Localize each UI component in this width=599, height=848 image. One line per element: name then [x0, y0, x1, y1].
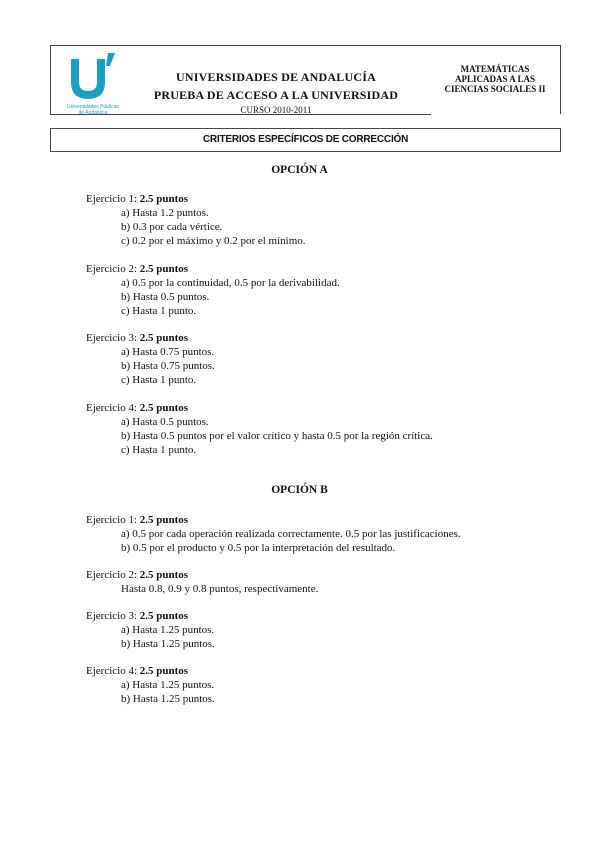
criterion-item: c) Hasta 1 punto. [121, 444, 197, 456]
criterion-item: a) 0.5 por la continuidad, 0.5 por la derivabilidad. [121, 277, 340, 289]
exercise-heading [86, 401, 433, 415]
criterion-item: b) 0.3 por cada vértice. [121, 221, 223, 233]
exercise-heading [86, 262, 340, 276]
subject-line1: MATEMÁTICAS [460, 64, 530, 74]
header-subject [429, 64, 561, 94]
exercise-points: 2.5 puntos [139, 263, 189, 275]
logo-caption-line2: de Andalucía [78, 110, 108, 116]
exercise-block [86, 609, 215, 651]
exercise-label: Ejercicio 3: [86, 610, 140, 622]
universidades-publicas-logo [57, 52, 119, 116]
header-course: CURSO 2010-2011 [240, 105, 312, 115]
exercise-points: 2.5 puntos [139, 569, 189, 581]
exercise-label: Ejercicio 1: [86, 193, 140, 205]
exercise-label: Ejercicio 4: [86, 402, 140, 414]
header-subtitle: PRUEBA DE ACCESO A LA UNIVERSIDAD [153, 88, 399, 102]
exercise-block [86, 568, 318, 596]
exercise-heading [86, 568, 318, 582]
criterion-item: c) 0.2 por el máximo y 0.2 por el mínimo. [121, 235, 306, 247]
option-a-title: OPCIÓN A [271, 164, 328, 176]
exercise-points: 2.5 puntos [139, 610, 189, 622]
exercise-heading [86, 513, 461, 527]
header-divider [431, 114, 561, 115]
exercise-label: Ejercicio 3: [86, 332, 140, 344]
criterion-item: a) Hasta 1.2 puntos. [121, 207, 209, 219]
exercise-points: 2.5 puntos [139, 332, 189, 344]
logo-caption [60, 104, 126, 116]
exercise-block [86, 192, 306, 248]
criterion-item: a) Hasta 1.25 puntos. [121, 624, 215, 636]
criterion-item: Hasta 0.8, 0.9 y 0.8 puntos, respectivamente. [121, 583, 319, 595]
exam-header [50, 45, 561, 115]
criterion-item: b) Hasta 0.75 puntos. [121, 360, 215, 372]
exercise-points: 2.5 puntos [139, 193, 189, 205]
exercise-block [86, 664, 215, 706]
exercise-points: 2.5 puntos [139, 514, 189, 526]
criterion-item: a) Hasta 0.5 puntos. [121, 416, 209, 428]
criterion-item: c) Hasta 1 punto. [121, 305, 197, 317]
subject-line3: CIENCIAS SOCIALES II [444, 84, 546, 94]
criterion-item: b) Hasta 0.5 puntos. [121, 291, 210, 303]
criterion-item: a) Hasta 1.25 puntos. [121, 679, 215, 691]
exercise-heading [86, 609, 215, 623]
u-logo-icon [57, 52, 119, 102]
exercise-points: 2.5 puntos [139, 665, 189, 677]
criterion-item: b) Hasta 0.5 puntos por el valor crítico y hasta 0.5 por la región crítica. [121, 430, 433, 442]
exercise-heading [86, 192, 306, 206]
exercise-block [86, 262, 340, 318]
exercise-label: Ejercicio 4: [86, 665, 140, 677]
criterion-item: c) Hasta 1 punto. [121, 374, 197, 386]
option-b-title: OPCIÓN B [271, 484, 328, 496]
criterion-item: b) Hasta 1.25 puntos. [121, 693, 215, 705]
criterion-item: b) Hasta 1.25 puntos. [121, 638, 215, 650]
logo-caption-line1: Universidades Públicas [67, 104, 119, 110]
exercise-block [86, 331, 215, 387]
criterion-item: a) Hasta 0.75 puntos. [121, 346, 215, 358]
criterion-item: b) 0.5 por el producto y 0.5 por la interpretación del resultado. [121, 542, 396, 554]
exercise-label: Ejercicio 2: [86, 569, 140, 581]
exercise-block [86, 513, 461, 555]
exercise-label: Ejercicio 2: [86, 263, 140, 275]
exercise-heading [86, 664, 215, 678]
exercise-points: 2.5 puntos [139, 402, 189, 414]
subject-line2: APLICADAS A LAS [454, 74, 536, 84]
exercise-heading [86, 331, 215, 345]
criteria-title: CRITERIOS ESPECÍFICOS DE CORRECCIÓN [50, 128, 561, 152]
exercise-block [86, 401, 433, 457]
header-title: UNIVERSIDADES DE ANDALUCÍA [176, 70, 376, 84]
header-center [147, 68, 405, 116]
criterion-item: a) 0.5 por cada operación realizada correctamente. 0.5 por las justificaciones. [121, 528, 461, 540]
exercise-label: Ejercicio 1: [86, 514, 140, 526]
